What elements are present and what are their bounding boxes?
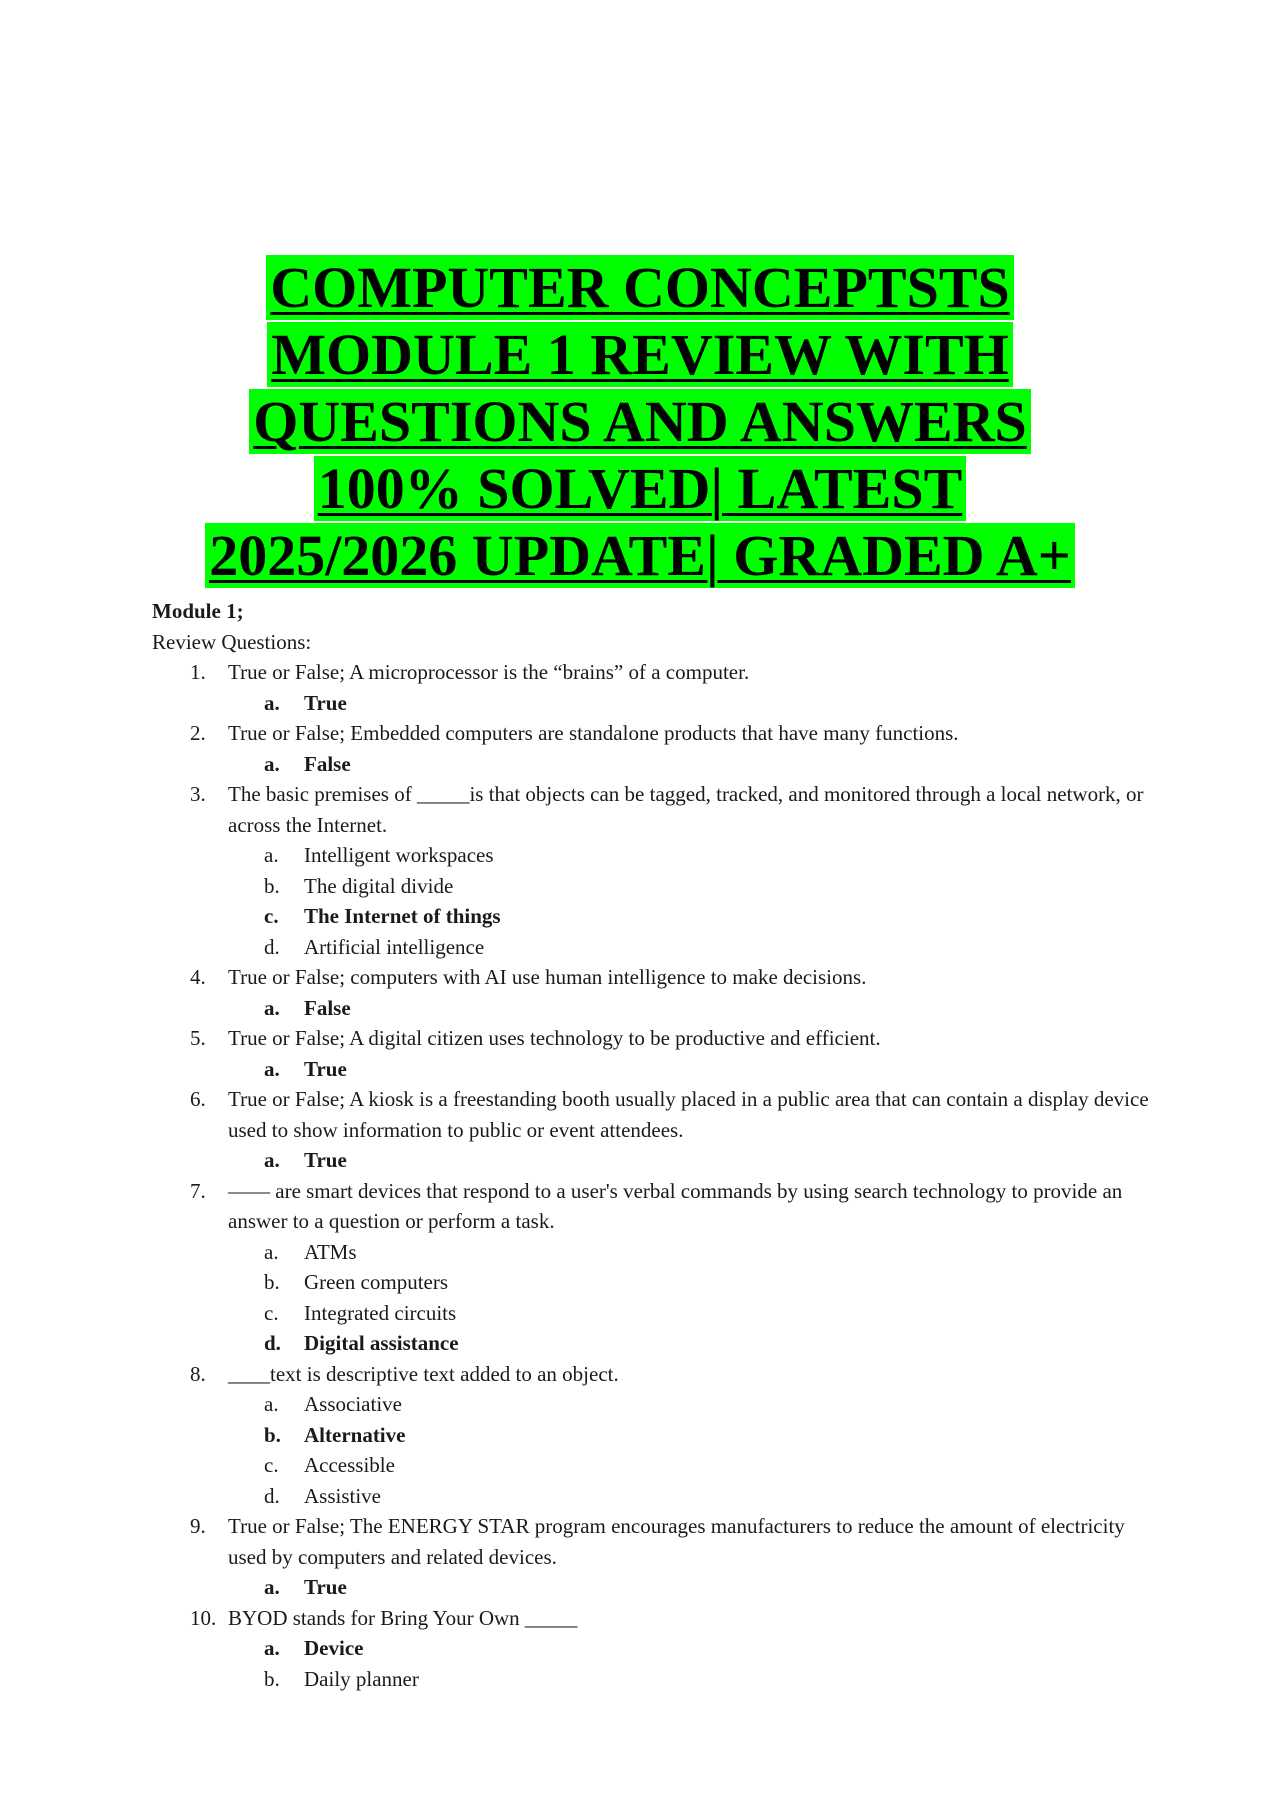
question-text: True or False; computers with AI use human intelligence to make decisions.	[228, 965, 867, 989]
option-text: Daily planner	[304, 1666, 419, 1691]
option-letter: c.	[264, 1300, 279, 1325]
answer-option	[228, 1450, 1152, 1481]
document-body	[152, 596, 1152, 1694]
answer-option-correct	[228, 901, 1152, 932]
option-letter: a.	[264, 1575, 280, 1599]
option-list	[228, 1633, 1152, 1694]
option-letter: a.	[264, 995, 280, 1020]
title-line: MODULE 1 REVIEW WITH	[0, 321, 1280, 388]
answer-option	[228, 1389, 1152, 1420]
title-line: 100% SOLVED| LATEST	[0, 455, 1280, 522]
option-letter: b.	[264, 873, 280, 898]
question-number: 9.	[190, 1514, 206, 1538]
option-text: True	[304, 1148, 347, 1172]
question-item	[152, 1023, 1152, 1084]
option-letter: a.	[264, 751, 280, 776]
option-letter: a.	[264, 1392, 279, 1416]
answer-option-correct	[228, 1054, 1152, 1085]
question-text: True or False; A kiosk is a freestanding booth usually placed in a public area that can contain a display device used to show information to public or event attendees.	[228, 1087, 1149, 1142]
option-list	[228, 1389, 1152, 1511]
question-item	[152, 962, 1152, 1023]
question-number: 1.	[190, 660, 206, 684]
title-line: 2025/2026 UPDATE| GRADED A+	[0, 522, 1280, 589]
answer-option-correct	[228, 1572, 1152, 1603]
question-number: 5.	[190, 1026, 206, 1050]
title-line: QUESTIONS AND ANSWERS	[0, 388, 1280, 455]
option-letter: a.	[264, 1148, 280, 1172]
option-text: Intelligent workspaces	[304, 843, 494, 867]
answer-option	[228, 1664, 1152, 1695]
option-text: True	[304, 690, 347, 715]
option-letter: a.	[264, 1636, 280, 1660]
option-letter: d.	[264, 1331, 281, 1355]
option-letter: b.	[264, 1666, 280, 1691]
option-text: ATMs	[304, 1239, 357, 1264]
option-text: Alternative	[304, 1422, 406, 1447]
answer-option	[228, 1267, 1152, 1298]
answer-option-correct	[228, 993, 1152, 1024]
option-list	[228, 1054, 1152, 1085]
title-line: COMPUTER CONCEPTSTS	[0, 254, 1280, 321]
question-number: 2.	[190, 721, 206, 745]
question-item	[152, 1176, 1152, 1359]
option-letter: c.	[264, 1453, 279, 1477]
question-text: True or False; Embedded computers are standalone products that have many functions.	[228, 721, 959, 745]
answer-option	[228, 840, 1152, 871]
question-item	[152, 657, 1152, 718]
option-text: Accessible	[304, 1453, 395, 1477]
question-number: 8.	[190, 1361, 206, 1386]
option-text: Artificial intelligence	[304, 934, 485, 959]
document-title	[0, 254, 1280, 589]
option-text: False	[304, 995, 351, 1020]
question-item	[152, 1511, 1152, 1603]
answer-option	[228, 871, 1152, 902]
option-text: True	[304, 1575, 347, 1599]
option-list	[228, 840, 1152, 962]
question-number: 3.	[190, 782, 206, 806]
question-item	[152, 779, 1152, 962]
option-list	[228, 1237, 1152, 1359]
question-text: BYOD stands for Bring Your Own _____	[228, 1605, 578, 1630]
option-text: The digital divide	[304, 873, 454, 898]
question-text: True or False; The ENERGY STAR program encourages manufacturers to reduce the amount of electricity used by computers and related devices.	[228, 1514, 1125, 1569]
answer-option	[228, 1298, 1152, 1329]
answer-option	[228, 1481, 1152, 1512]
option-text: Integrated circuits	[304, 1300, 457, 1325]
option-letter: a.	[264, 843, 279, 867]
option-text: The Internet of things	[304, 904, 501, 928]
answer-option-correct	[228, 1633, 1152, 1664]
answer-option-correct	[228, 749, 1152, 780]
answer-option-correct	[228, 1328, 1152, 1359]
option-letter: c.	[264, 904, 279, 928]
option-list	[228, 688, 1152, 719]
option-letter: b.	[264, 1422, 281, 1447]
answer-option-correct	[228, 1420, 1152, 1451]
option-letter: d.	[264, 1483, 280, 1508]
question-number: 10.	[190, 1605, 217, 1630]
question-number: 4.	[190, 965, 206, 989]
question-text: The basic premises of _____is that objects can be tagged, tracked, and monitored through a local network, or across the Internet.	[228, 782, 1144, 837]
question-number: 6.	[190, 1087, 206, 1111]
question-item	[152, 718, 1152, 779]
option-letter: a.	[264, 1056, 280, 1081]
option-letter: d.	[264, 934, 280, 959]
option-text: Associative	[304, 1392, 402, 1416]
question-text: ____text is descriptive text added to an object.	[228, 1361, 619, 1386]
option-text: Digital assistance	[304, 1331, 459, 1355]
option-text: False	[304, 751, 351, 776]
section-label: Review Questions:	[152, 629, 312, 654]
question-list	[152, 657, 1152, 1694]
option-text: Green computers	[304, 1270, 449, 1294]
answer-option	[228, 1237, 1152, 1268]
option-list	[228, 749, 1152, 780]
option-list	[228, 1572, 1152, 1603]
option-letter: a.	[264, 690, 280, 715]
option-list	[228, 993, 1152, 1024]
option-text: True	[304, 1056, 347, 1081]
answer-option-correct	[228, 688, 1152, 719]
answer-option	[228, 932, 1152, 963]
question-text: True or False; A microprocessor is the “brains” of a computer.	[228, 660, 750, 684]
option-list	[228, 1145, 1152, 1176]
question-text: —— are smart devices that respond to a user's verbal commands by using search technology to provide an answer to a question or perform a task.	[228, 1178, 1123, 1233]
option-text: Assistive	[304, 1483, 382, 1508]
module-heading: Module 1;	[152, 599, 244, 623]
question-text: True or False; A digital citizen uses technology to be productive and efficient.	[228, 1026, 881, 1050]
answer-option-correct	[228, 1145, 1152, 1176]
option-letter: b.	[264, 1270, 280, 1294]
question-item	[152, 1603, 1152, 1695]
option-text: Device	[304, 1636, 364, 1660]
option-letter: a.	[264, 1239, 279, 1264]
question-item	[152, 1359, 1152, 1512]
question-number: 7.	[190, 1178, 206, 1203]
question-item	[152, 1084, 1152, 1176]
